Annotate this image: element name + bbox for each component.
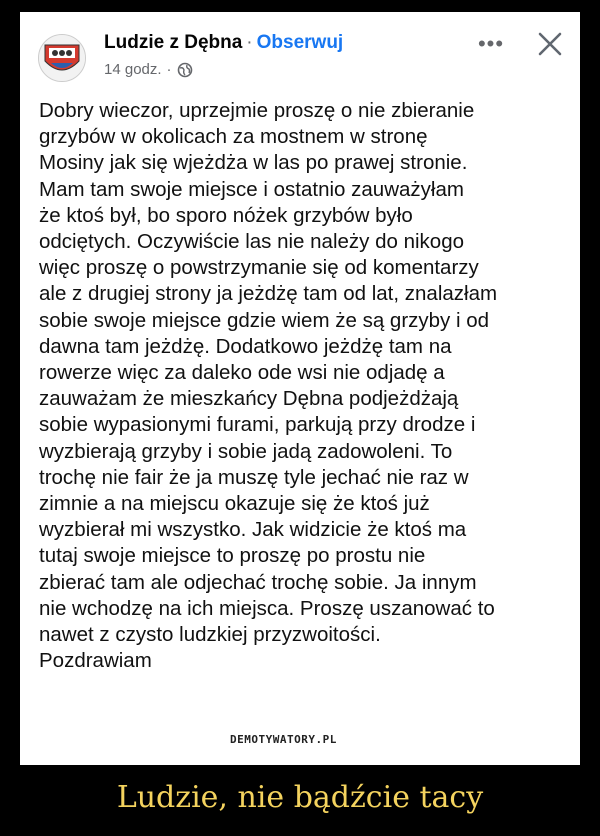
page-avatar[interactable] [38, 34, 86, 82]
avatar-crest-icon [39, 35, 85, 81]
post-body-text: Dobry wieczor, uprzejmie proszę o nie zbieranie grzybów w okolicach za mostnem w stronę Mosiny jak się wjeżdża w las po prawej stronie. Mam tam swoje miejsce i ostatnio zauważyłam że ktoś był, bo sporo nóżek grzybów było odciętych. Oczywiście las nie należy do nikogo więc proszę o powstrzymanie się od komentarzy ale z drugiej strony ja jeżdżę tam od lat, znalazłam sobie swoje miejsce gdzie wiem że są grzyby i od dawna tam jeżdżę. Dodatkowo jeżdżę tam na rowerze więc za daleko ode wsi nie odjadę a zauważam że mieszkańcy Dębna podjeżdżają sobie wypasionymi furami, parkują przy drodze i wyzbierają grzyby i sobie jadą zadowoleni. To trochę nie fair że ja muszę tyle jechać nie raz w zimnie a na miejscu okazuje się że ktoś już wyzbierał mi wszystko. Jak widzicie że ktoś ma tutaj swoje miejsce to proszę po prostu nie zbierać tam ale odjechać trochę sobie. Ja innym nie wchodzę na ich miejsca. Proszę uszanować to nawet z czysto ludzkiej przyzwoitości. Pozdrawiam [39, 99, 498, 673]
post-header-title [104, 32, 343, 54]
post-meta [104, 61, 193, 78]
watermark-label: DEMOTYWATORY.PL [222, 730, 345, 748]
globe-icon [177, 62, 193, 78]
close-icon[interactable] [536, 30, 564, 58]
page-name-link[interactable]: Ludzie z Dębna [104, 32, 243, 53]
demotivator-caption: Ludzie, nie bądźcie tacy [116, 780, 484, 815]
meta-separator: · [166, 61, 172, 78]
more-options-icon[interactable]: ••• [477, 31, 505, 56]
header-separator: · [246, 32, 253, 53]
post-timestamp[interactable]: 14 godz. [104, 61, 162, 78]
post-frame [20, 12, 580, 765]
follow-button[interactable]: Obserwuj [256, 32, 344, 53]
